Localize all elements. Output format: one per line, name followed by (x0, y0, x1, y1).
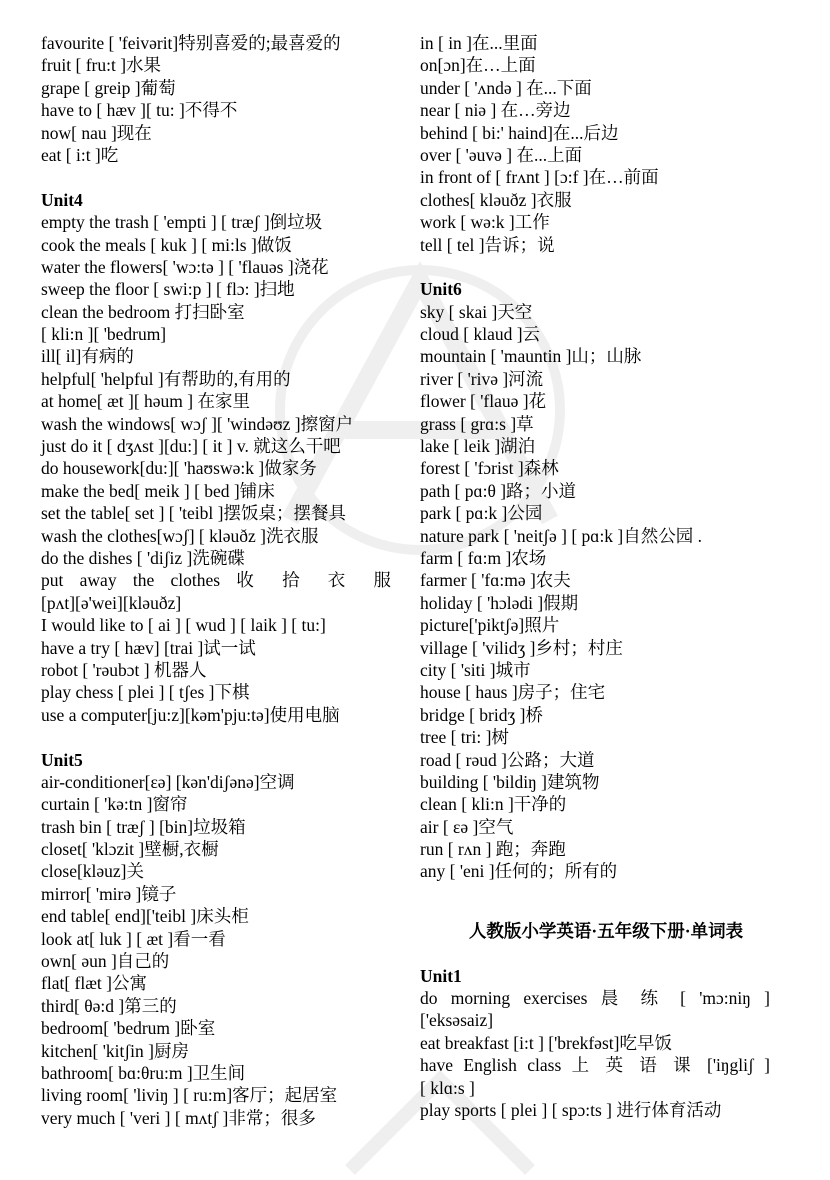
unit3-tail-list (41, 32, 391, 166)
unit4-heading: Unit4 (41, 189, 83, 210)
vocab-entry: air [ ɛə ]空气 (420, 816, 514, 837)
vocab-entry: cloud [ klaud ]云 (420, 324, 541, 345)
vocab-entry: over [ 'əuvə ] 在...上面 (420, 144, 583, 165)
vocab-entry: park [ pɑ:k ]公园 (420, 503, 543, 524)
vocab-entry: fruit [ fru:t ]水果 (41, 55, 162, 76)
vocab-entry: end table[ end]['teibl ]床头柜 (41, 906, 249, 927)
unit5-tail-list (420, 32, 770, 256)
vocab-entry: near [ niə ] 在…旁边 (420, 100, 571, 121)
vocab-entry: work [ wə:k ]工作 (420, 212, 550, 233)
vocab-entry: close[kləuz]关 (41, 861, 145, 882)
vocab-entry: air-conditioner[ɛə] [kən'diʃənə]空调 (41, 771, 295, 792)
vocab-entry-justified: do morning exercises 晨 练 [ 'mɔ:niŋ ] (420, 988, 770, 1009)
vocab-entry: have a try [ hæv] [trai ]试一试 (41, 637, 256, 658)
vocab-entry: bridge [ bridʒ ]桥 (420, 704, 543, 725)
vocab-entry: lake [ leik ]湖泊 (420, 436, 536, 457)
vocab-entry: ill[ il]有病的 (41, 346, 134, 367)
vocab-entry: under [ 'ʌndə ] 在...下面 (420, 77, 592, 98)
vocab-entry: living room[ 'liviŋ ] [ ru:m]客厅；起居室 (41, 1085, 338, 1106)
unit4-list (41, 211, 391, 726)
vocab-entry: water the flowers[ 'wɔ:tə ] [ 'flauəs ]浇花 (41, 256, 329, 277)
vocab-entry: [ klɑ:s ] (420, 1077, 475, 1098)
vocab-entry: at home[ æt ][ həum ] 在家里 (41, 391, 250, 412)
vocab-entry: in front of [ frʌnt ] [ɔ:f ]在…前面 (420, 167, 659, 188)
vocab-entry: on[ɔn]在…上面 (420, 55, 536, 76)
vocab-entry: clean the bedroom 打扫卧室 (41, 301, 245, 322)
unit5-heading: Unit5 (41, 749, 83, 770)
vocab-entry: mountain [ 'mauntin ]山；山脉 (420, 346, 642, 367)
vocab-entry: road [ rəud ]公路；大道 (420, 749, 595, 770)
vocab-entry: wash the clothes[wɔʃ] [ kləuðz ]洗衣服 (41, 525, 319, 546)
vocab-entry: very much [ 'veri ] [ mʌtʃ ]非常；很多 (41, 1107, 316, 1128)
vocab-entry: now[ nau ]现在 (41, 122, 152, 143)
vocab-entry: cook the meals [ kuk ] [ mi:ls ]做饭 (41, 234, 292, 255)
vocab-entry: picture['piktʃə]照片 (420, 615, 560, 636)
vocab-entry: tree [ tri: ]树 (420, 727, 509, 748)
vocab-entry: look at[ luk ] [ æt ]看一看 (41, 928, 226, 949)
vocab-entry: ['eksəsaiz] (420, 1010, 494, 1031)
unit5-list (41, 771, 391, 1129)
vocab-entry: path [ pɑ:θ ]路；小道 (420, 480, 577, 501)
unit1-heading: Unit1 (420, 965, 462, 986)
vocab-entry: bathroom[ bɑ:θru:m ]卫生间 (41, 1062, 246, 1083)
vocab-entry: helpful[ 'helpful ]有帮助的,有用的 (41, 368, 291, 389)
vocab-entry: flower [ 'flauə ]花 (420, 391, 547, 412)
vocab-entry: holiday [ 'hɔlədi ]假期 (420, 592, 579, 613)
vocab-entry: third[ θə:d ]第三的 (41, 995, 177, 1016)
vocab-entry: flat[ flæt ]公寓 (41, 973, 147, 994)
vocab-entry: mirror[ 'mirə ]镜子 (41, 883, 177, 904)
vocab-entry: sweep the floor [ swi:p ] [ flɔ: ]扫地 (41, 279, 295, 300)
vocab-entry-justified: put away the clothes 收 拾 衣 服 (41, 570, 391, 591)
vocab-entry: building [ 'bildiŋ ]建筑物 (420, 771, 600, 792)
unit6-heading: Unit6 (420, 279, 462, 300)
vocab-entry: [ kli:n ][ 'bedrum] (41, 324, 167, 345)
book-title: 人教版小学英语·五年级下册·单词表 (468, 920, 744, 941)
vocab-entry: village [ 'vilidʒ ]乡村；村庄 (420, 637, 623, 658)
vocab-entry: house [ haus ]房子；住宅 (420, 682, 606, 703)
vocab-entry: play chess [ plei ] [ tʃes ]下棋 (41, 682, 250, 703)
vocab-entry: [pʌt][ə'wei][kləuðz] (41, 592, 182, 613)
vocab-entry: eat breakfast [i:t ] ['brekfəst]吃早饭 (420, 1032, 672, 1053)
left-column (41, 32, 391, 1129)
vocab-entry: set the table[ set ] [ 'teibl ]摆饭桌；摆餐具 (41, 503, 346, 524)
vocab-entry: behind [ bi:' haind]在...后边 (420, 122, 619, 143)
vocab-entry: do housework[du:][ 'haʊswə:k ]做家务 (41, 458, 317, 479)
unit1-list (420, 987, 770, 1121)
vocab-entry: curtain [ 'kə:tn ]窗帘 (41, 794, 188, 815)
vocab-entry: river [ 'rivə ]河流 (420, 368, 544, 389)
vocab-entry: clean [ kli:n ]干净的 (420, 794, 567, 815)
vocab-entry: forest [ 'fɔrist ]森林 (420, 458, 559, 479)
vocab-entry: grass [ grɑ:s ]草 (420, 413, 534, 434)
vocab-entry: favourite [ 'feivərit]特别喜爱的;最喜爱的 (41, 33, 341, 53)
vocab-entry: kitchen[ 'kitʃin ]厨房 (41, 1040, 189, 1061)
vocab-entry: closet[ 'klɔzit ]壁橱,衣橱 (41, 839, 219, 860)
vocab-entry: just do it [ dʒʌst ][du:] [ it ] v. 就这么干吧 (41, 436, 341, 457)
vocab-entry: city [ 'siti ]城市 (420, 659, 531, 680)
vocab-entry: in [ in ]在...里面 (420, 33, 538, 53)
vocab-entry: any [ 'eni ]任何的；所有的 (420, 861, 618, 882)
vocab-entry: farmer [ 'fɑ:mə ]农夫 (420, 570, 571, 591)
vocab-entry: nature park [ 'neitʃə ] [ pɑ:k ]自然公园 . (420, 525, 703, 546)
vocab-entry: sky [ skai ]天空 (420, 301, 533, 322)
vocab-entry: make the bed[ meik ] [ bed ]铺床 (41, 480, 275, 501)
vocab-entry: empty the trash [ 'empti ] [ træʃ ]倒垃圾 (41, 212, 323, 233)
vocab-entry: tell [ tel ]告诉；说 (420, 234, 555, 255)
vocab-entry: grape [ greip ]葡萄 (41, 77, 176, 98)
vocab-entry: play sports [ plei ] [ spɔ:ts ] 进行体育活动 (420, 1099, 722, 1120)
vocab-entry: own[ əun ]自己的 (41, 951, 170, 972)
vocab-entry: use a computer[ju:z][kəm'pju:tə]使用电脑 (41, 704, 340, 725)
vocab-entry: run [ rʌn ] 跑；奔跑 (420, 839, 566, 860)
right-column (420, 32, 770, 1121)
vocab-entry: bedroom[ 'bedrum ]卧室 (41, 1018, 216, 1039)
vocab-entry: do the dishes [ 'diʃiz ]洗碗碟 (41, 547, 245, 568)
vocab-entry: farm [ fɑ:m ]农场 (420, 547, 547, 568)
vocab-entry: have to [ hæv ][ tu: ]不得不 (41, 100, 238, 121)
vocab-entry: trash bin [ træʃ ] [bin]垃圾箱 (41, 816, 246, 837)
vocab-entry: eat [ i:t ]吃 (41, 144, 119, 165)
vocab-entry: clothes[ kləuðz ]衣服 (420, 189, 572, 210)
vocab-entry: I would like to [ ai ] [ wud ] [ laik ] [ tu:] (41, 615, 326, 636)
vocab-entry-justified: have English class 上 英 语 课 ['iŋgliʃ ] (420, 1055, 770, 1076)
vocab-entry: robot [ 'rəubɔt ] 机器人 (41, 659, 207, 680)
vocab-entry: wash the windows[ wɔʃ ][ 'windəʊz ]擦窗户 (41, 413, 354, 434)
unit6-list (420, 301, 770, 883)
